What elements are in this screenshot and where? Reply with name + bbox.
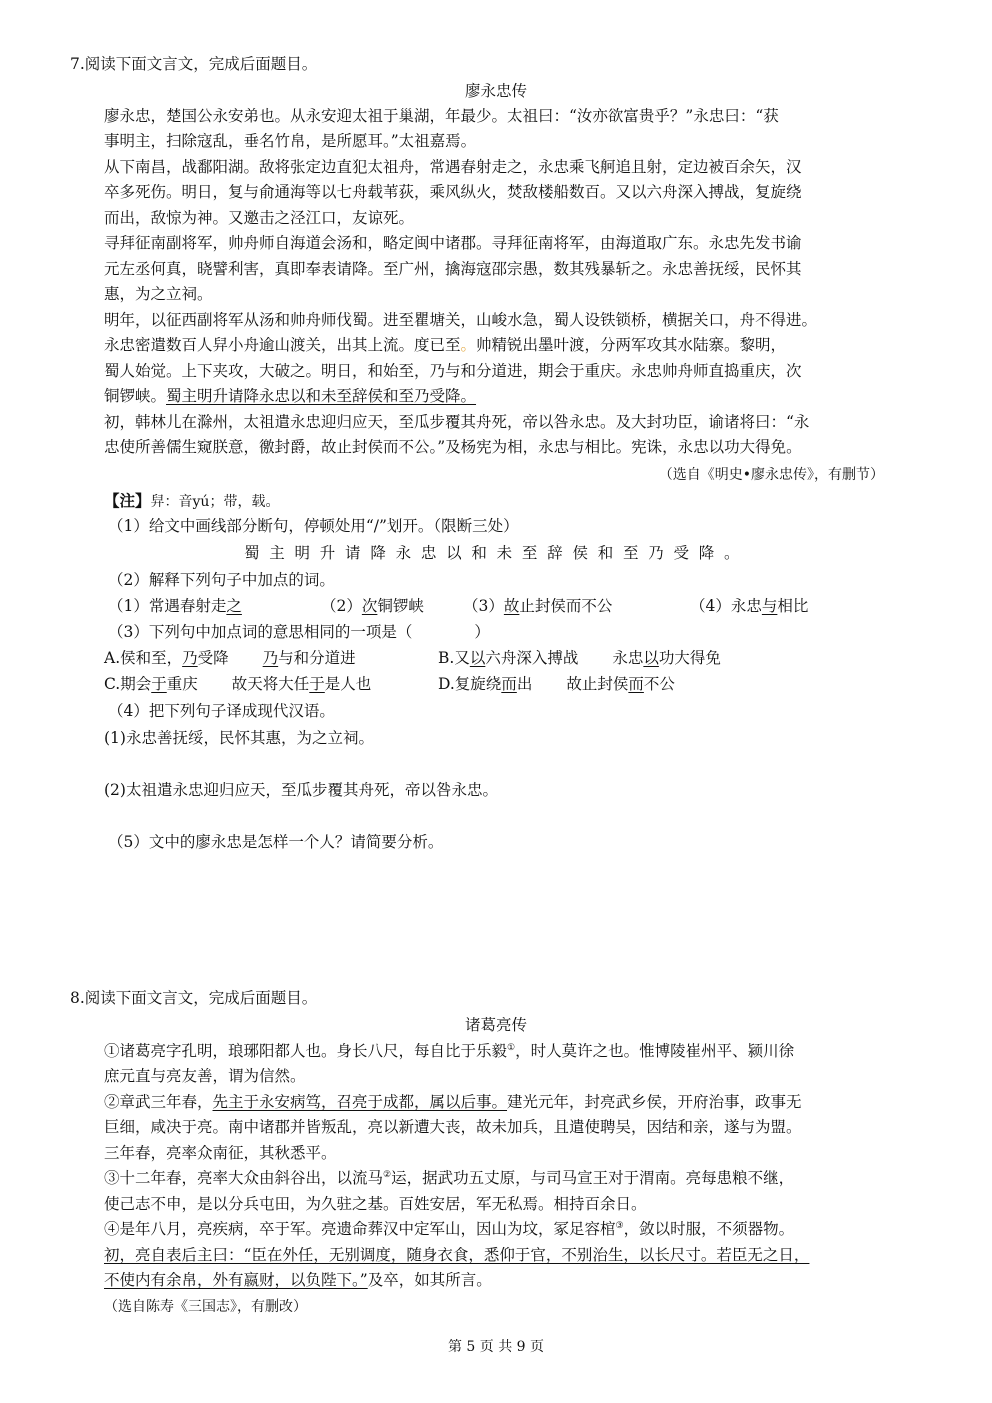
passage-line: 事明主，扫除寇乱，垂名竹帛，是所愿耳。”太祖嘉焉。 — [104, 132, 477, 150]
item-text: 相比 — [777, 597, 809, 615]
q7-q2-item — [321, 596, 424, 616]
option-text: 六舟深入搏战 — [485, 649, 579, 667]
dotted-word: 故 — [503, 597, 520, 615]
q7-q3-option-d — [438, 674, 675, 694]
q7-q3-option-a — [104, 648, 356, 668]
passage-line — [104, 1219, 794, 1239]
dotted-word: 与 — [761, 597, 778, 615]
dotted-word: 而 — [628, 675, 644, 693]
passage-text: 帅精锐出墨叶渡，分两军攻其水陆寨。黎明， — [476, 336, 787, 354]
option-text: A.侯和至， — [104, 649, 183, 667]
passage-line: 忠使所善儒生窥朕意，徼封爵，故止封侯而不公。”及杨宪为相，永忠与相比。宪诛，永忠以功大得免。 — [104, 438, 802, 456]
passage-line — [104, 1168, 794, 1188]
option-text: 功大得免 — [658, 649, 721, 667]
passage-line: 使己志不申，是以分兵屯田，为久驻之基。百姓安居，军无私焉。相持百余日。 — [104, 1195, 647, 1213]
passage-line — [104, 1092, 802, 1112]
q7-question-3: （3）下列句中加点词的意思相同的一项是（ ） — [108, 623, 490, 641]
q8-title: 诸葛亮传 — [464, 1016, 527, 1034]
passage-line: 蜀人始觉。上下夹攻，大破之。明日，和始至，乃与和分道进，期会于重庆。永忠帅舟师直捣重庆，次 — [104, 362, 802, 380]
passage-line — [104, 335, 786, 355]
option-text: 故天将大任 — [231, 675, 310, 693]
option-text: 是人也 — [324, 675, 372, 693]
footnote-mark: ③ — [615, 1220, 624, 1231]
option-text: B.又 — [438, 649, 470, 667]
dotted-word: 以 — [643, 649, 659, 667]
footnote-mark: ① — [507, 1042, 516, 1053]
passage-line: 明年，以征西副将军从汤和帅舟师伐蜀。进至瞿塘关，山峻水急，蜀人设铁锁桥，横据关口，舟不得进。 — [104, 311, 818, 329]
passage-line: 而出，敌惊为神。又邀击之泾江口，友谅死。 — [104, 209, 415, 227]
item-text: 止封侯而不公 — [519, 597, 613, 615]
q7-header: 7.阅读下面文言文，完成后面题目。 — [70, 55, 318, 73]
passage-text: ，时人莫许之也。惟博陵崔州平、颍川徐 — [515, 1042, 795, 1060]
item-text: （3） — [463, 597, 504, 615]
passage-text: 及卒，如其所言。 — [367, 1271, 492, 1289]
dotted-word: 于 — [151, 675, 167, 693]
q7-q4-sentence: (2)太祖遣永忠迎归应天，至瓜步覆其舟死，帝以咎永忠。 — [104, 781, 498, 799]
q7-question-2: （2）解释下列句子中加点的词。 — [108, 571, 335, 589]
passage-text: 铜锣峡。 — [104, 387, 167, 405]
option-text: 与和分道进 — [278, 649, 356, 667]
q7-question-1: （1）给文中画线部分断句，停顿处用“/”划开。（限断三处） — [108, 517, 519, 535]
passage-text: 永忠密遣数百人舁小舟逾山渡关，出其上流。度已至 — [104, 336, 461, 354]
underlined-sentence: 蜀主明升请降永忠以和未至辞侯和至乃受降。 — [166, 387, 477, 405]
page-footer: 第 5 页 共 9 页 — [447, 1339, 545, 1355]
dotted-word: 次 — [361, 597, 378, 615]
passage-text: ，敛以时服，不须器物。 — [623, 1220, 795, 1238]
passage-text: ①诸葛亮字孔明，琅琊阳都人也。身长八尺，每自比于乐毅 — [104, 1042, 508, 1060]
option-text: 故止封侯 — [566, 675, 629, 693]
option-text: 不公 — [643, 675, 675, 693]
option-text: 重庆 — [166, 675, 198, 693]
item-text: （4）永忠 — [690, 597, 762, 615]
item-text: （1）常遇春射走 — [108, 597, 227, 615]
option-text: 出 — [516, 675, 533, 693]
passage-line: 寻拜征南副将军，帅舟师自海道会汤和，略定闽中诸郡。寻拜征南将军，由海道取广东。永忠先发书谕 — [104, 234, 802, 252]
passage-line — [104, 386, 476, 406]
emphasis-dot: 。 — [460, 336, 477, 354]
q7-q2-item — [690, 596, 808, 616]
underlined-sentence: 先主于永安病笃，召亮于成都，属以后事。 — [212, 1093, 508, 1111]
passage-text: 建光元年，封亮武乡侯，开府治事，政事无 — [507, 1093, 802, 1111]
passage-text: ②章武三年春， — [104, 1093, 213, 1111]
q8-header: 8.阅读下面文言文，完成后面题目。 — [70, 989, 318, 1007]
note-text: 舁：音yú；带，载。 — [150, 494, 280, 510]
note-label: 【注】 — [104, 491, 151, 510]
passage-text: 运，据武功五丈原，与司马宣王对于渭南。亮每患粮不继， — [391, 1169, 795, 1187]
q7-title: 廖永忠传 — [464, 82, 527, 100]
option-text: 受降 — [197, 649, 229, 667]
dotted-word: 乃 — [182, 649, 198, 667]
q7-q3-option-b — [438, 648, 721, 668]
dotted-word: 而 — [501, 675, 517, 693]
passage-line — [104, 1041, 794, 1061]
q7-q4-sentence: (1)永忠善抚绥，民怀其惠，为之立祠。 — [104, 729, 374, 747]
dotted-word: 以 — [469, 649, 486, 667]
option-text: 永忠 — [612, 649, 644, 667]
dotted-word: 乃 — [262, 649, 279, 667]
passage-line: 初，韩林儿在滁州，太祖遣永忠迎归应天，至瓜步覆其舟死，帝以咎永忠。及大封功臣，谕诸将曰：“永 — [104, 413, 810, 431]
dotted-word: 于 — [309, 675, 325, 693]
passage-text: ③十二年春，亮率大众由斜谷出，以流马 — [104, 1169, 384, 1187]
q7-source: （选自《明史•廖永忠传》，有删节） — [658, 467, 884, 483]
q7-note — [104, 491, 279, 512]
option-text: C.期会 — [104, 675, 152, 693]
underlined-sentence: 初，亮自表后主曰：“臣在外任，无别调度，随身衣食，悉仰于官，不别治生，以长尺寸。若臣无之日， — [104, 1246, 810, 1264]
q7-q3-option-c — [104, 674, 371, 694]
passage-line: 巨细，咸决于亮。南中诸郡并皆叛乱，亮以新遭大丧，故未加兵，且遣使聘吴，因结和亲，遂与为盟。 — [104, 1118, 802, 1136]
passage-line: 廖永忠，楚国公永安弟也。从永安迎太祖于巢湖，年最少。太祖曰：“汝亦欲富贵乎？”永忠曰：“获 — [104, 107, 779, 125]
q7-question-4: （4）把下列句子译成现代汉语。 — [108, 702, 335, 720]
underlined-sentence: 不使内有余帛，外有嬴财，以负陛下。” — [104, 1271, 368, 1289]
passage-line: 庶元直与亮友善，谓为信然。 — [104, 1067, 306, 1085]
passage-text: ④是年八月，亮疾病，卒于军。亮遗命葬汉中定军山，因山为坟，冢足容棺 — [104, 1220, 616, 1238]
option-text: D.复旋绕 — [438, 675, 502, 693]
q7-question-5: （5）文中的廖永忠是怎样一个人？请简要分析。 — [108, 833, 444, 851]
passage-line: 从下南昌，战鄱阳湖。敌将张定边直犯太祖舟，常遇春射走之，永忠乘飞舸追且射，定边被百余矢，汉 — [104, 158, 802, 176]
q7-question-1-text: 蜀主明升请降永忠以和未至辞侯和至乃受降。 — [244, 544, 750, 562]
passage-line: 三年春，亮率众南征，其秋悉平。 — [104, 1144, 337, 1162]
q8-source: （选自陈寿《三国志》，有删改） — [104, 1299, 307, 1315]
passage-line: 卒多死伤。明日，复与俞通海等以七舟载苇荻，乘风纵火，焚敌楼船数百。又以六舟深入搏战，复旋绕 — [104, 183, 802, 201]
item-text: 铜锣峡 — [377, 597, 424, 615]
item-text: （2） — [321, 597, 362, 615]
q7-q2-item — [108, 596, 242, 616]
passage-line: 元左丞何真，晓譬利害，真即奉表请降。至广州，擒海寇邵宗愚，数其残暴斩之。永忠善抚绥，民怀其 — [104, 260, 802, 278]
passage-line — [104, 1270, 492, 1290]
q7-q2-item — [463, 596, 612, 616]
dotted-word: 之 — [226, 597, 242, 615]
passage-line: 惠，为之立祠。 — [104, 285, 213, 303]
footnote-mark: ② — [383, 1169, 392, 1180]
